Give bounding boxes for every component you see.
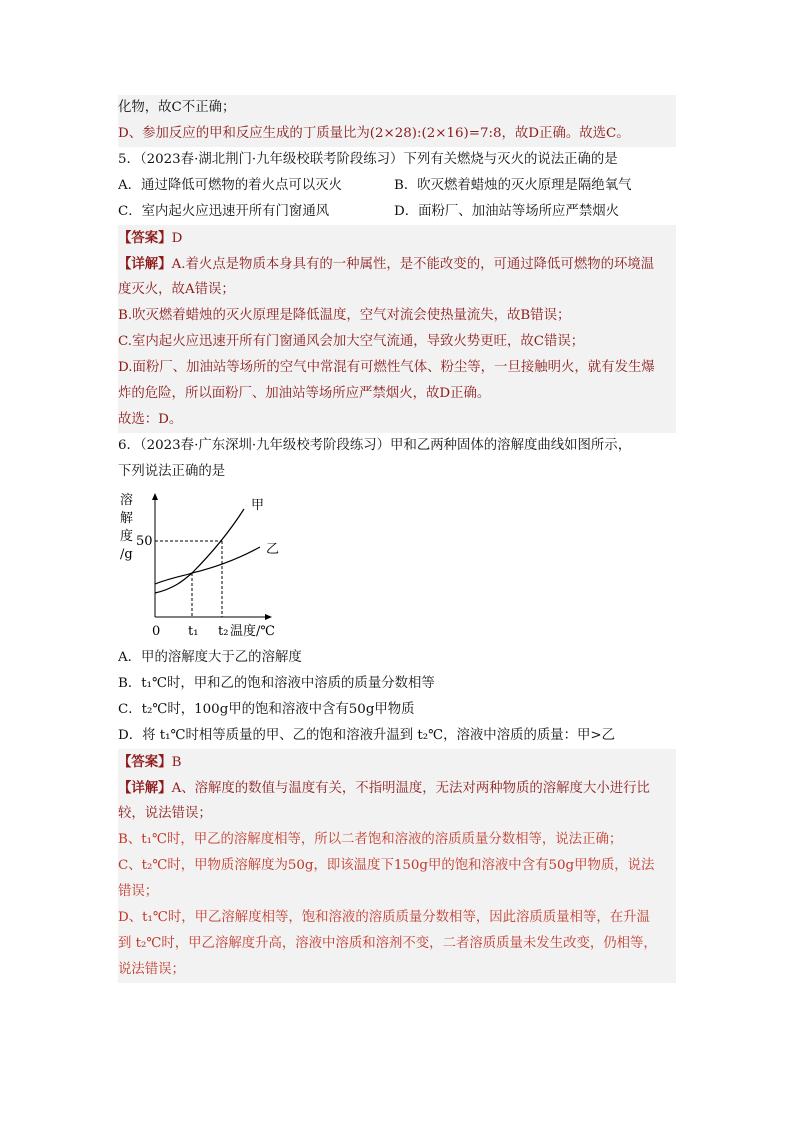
text: C.室内起火应迅速开所有门窗通风会加大空气流通，导致火势更旺，故C错误； — [118, 334, 585, 349]
option-b: B．吹灭燃着蜡烛的灭火原理是隔绝氧气 — [394, 178, 632, 193]
q6-stem-1 — [118, 433, 676, 459]
prev-line-2 — [118, 121, 676, 147]
ylabel-char: 度 — [120, 529, 134, 544]
text: ，故D正确。故选C。 — [501, 126, 630, 141]
text: 度灭火，故A错误； — [118, 282, 235, 297]
ylabel-char: 解 — [120, 511, 134, 526]
text: D、参加反应的甲和反应生成的丁质量比为 — [118, 126, 370, 141]
text: 炸的危险，所以面粉厂、加油站等场所应严禁烟火，故D正确。 — [118, 386, 491, 401]
q6-option-c — [118, 697, 676, 723]
text: D、t₁℃时，甲乙溶解度相等，饱和溶液的溶质质量分数相等，因此溶质质量相等，在升温 — [118, 910, 650, 925]
solubility-chart-svg — [118, 489, 318, 639]
answer-value: D — [171, 231, 183, 246]
q5-detail-c — [118, 329, 676, 355]
option-b: B．t₁℃时，甲和乙的饱和溶液中溶质的质量分数相等 — [118, 676, 435, 691]
option-c: C．室内起火应迅速开所有门窗通风 — [118, 204, 330, 219]
text: 化物，故C不正确； — [118, 100, 236, 115]
q5-options-row2 — [118, 199, 676, 225]
q6-detail-c1 — [118, 853, 676, 879]
q6-detail-d1 — [118, 905, 676, 931]
q5-detail-a2 — [118, 277, 676, 303]
prev-line-1 — [118, 95, 676, 121]
answer-tag: 【答案】 — [118, 230, 172, 246]
q6-detail-c2 — [118, 879, 676, 905]
q5-stem — [118, 147, 676, 173]
q5-detail-d2 — [118, 381, 676, 407]
q6-detail-b — [118, 827, 676, 853]
y-tick-label: 50 — [136, 534, 153, 549]
q6-answer — [118, 749, 676, 775]
x-axis-label: 温度/℃ — [230, 624, 275, 639]
document-page — [118, 95, 676, 983]
solubility-chart — [118, 489, 676, 639]
option-c: C．t₂℃时，100g甲的饱和溶液中含有50g甲物质 — [118, 702, 415, 717]
q6-detail-a2 — [118, 801, 676, 827]
x-tick-label: t₁ — [188, 624, 199, 639]
text: C、t₂℃时，甲物质溶解度为50g，即该温度下150g甲的饱和溶液中含有50g甲物质，说法 — [118, 858, 655, 873]
q5-detail-b — [118, 303, 676, 329]
detail-tag: 【详解】 — [118, 256, 172, 272]
text: 故选：D。 — [118, 412, 183, 427]
answer-tag: 【答案】 — [118, 754, 172, 770]
q6-option-a — [118, 645, 676, 671]
q5-options-row1 — [118, 173, 676, 199]
text: 说法错误； — [118, 962, 185, 977]
option-a: A．通过降低可燃物的着火点可以灭火 — [118, 178, 342, 193]
y-axis-arrow — [152, 493, 158, 500]
origin-label: 0 — [152, 624, 161, 639]
series-yi-label: 乙 — [266, 542, 280, 557]
q6-detail-d2 — [118, 931, 676, 957]
text: B.吹灭燃着蜡烛的灭火原理是降低温度，空气对流会使热量流失，故B错误； — [118, 308, 571, 323]
text: A、溶解度的数值与温度有关，不指明温度，无法对两种物质的溶解度大小进行比 — [171, 781, 650, 796]
series-jia-label: 甲 — [251, 498, 265, 513]
text: 到 t₂℃时，甲乙溶解度升高，溶液中溶质和溶剂不变，二者溶质质量未发生改变，仍相等， — [118, 936, 657, 951]
q5-detail-d1 — [118, 355, 676, 381]
text: 错误； — [118, 884, 159, 899]
formula: (2×28):(2×16)=7:8 — [369, 126, 502, 141]
q6-detail-d3 — [118, 957, 676, 983]
question-stem: 6．（2023春·广东深圳·九年级校考阶段练习）甲和乙两种固体的溶解度曲线如图所示， — [118, 438, 632, 453]
option-d: D．面粉厂、加油站等场所应严禁烟火 — [394, 204, 619, 219]
q6-option-b — [118, 671, 676, 697]
q6-detail-a1 — [118, 775, 676, 801]
q6-option-d — [118, 723, 676, 749]
series-yi-curve — [155, 547, 260, 584]
x-axis-arrow — [265, 614, 272, 620]
q5-answer — [118, 225, 676, 251]
option-a: A．甲的溶解度大于乙的溶解度 — [118, 650, 302, 665]
option-d: D．将 t₁℃时相等质量的甲、乙的饱和溶液升温到 t₂℃，溶液中溶质的质量：甲>乙 — [118, 728, 616, 743]
q5-detail-a1 — [118, 251, 676, 277]
text: 较，说法错误； — [118, 806, 212, 821]
text: B、t₁℃时，甲乙的溶解度相等，所以二者饱和溶液的溶质质量分数相等，说法正确； — [118, 832, 623, 847]
question-stem: 5．（2023春·湖北荆门·九年级校联考阶段练习）下列有关燃烧与灭火的说法正确的是 — [118, 152, 618, 167]
q6-stem-2 — [118, 459, 676, 485]
question-stem: 下列说法正确的是 — [118, 464, 226, 479]
text: D.面粉厂、加油站等场所的空气中常混有可燃性气体、粉尘等，一旦接触明火，就有发生爆 — [118, 360, 655, 375]
ylabel-char: /g — [120, 547, 133, 562]
x-tick-label: t₂ — [218, 624, 229, 639]
detail-tag: 【详解】 — [118, 780, 172, 796]
series-jia-curve — [155, 509, 244, 593]
ylabel-char: 溶 — [120, 493, 134, 508]
answer-value: B — [171, 755, 182, 770]
text: A.着火点是物质本身具有的一种属性，是不能改变的，可通过降低可燃物的环境温 — [171, 257, 655, 272]
q5-conclusion — [118, 407, 676, 433]
